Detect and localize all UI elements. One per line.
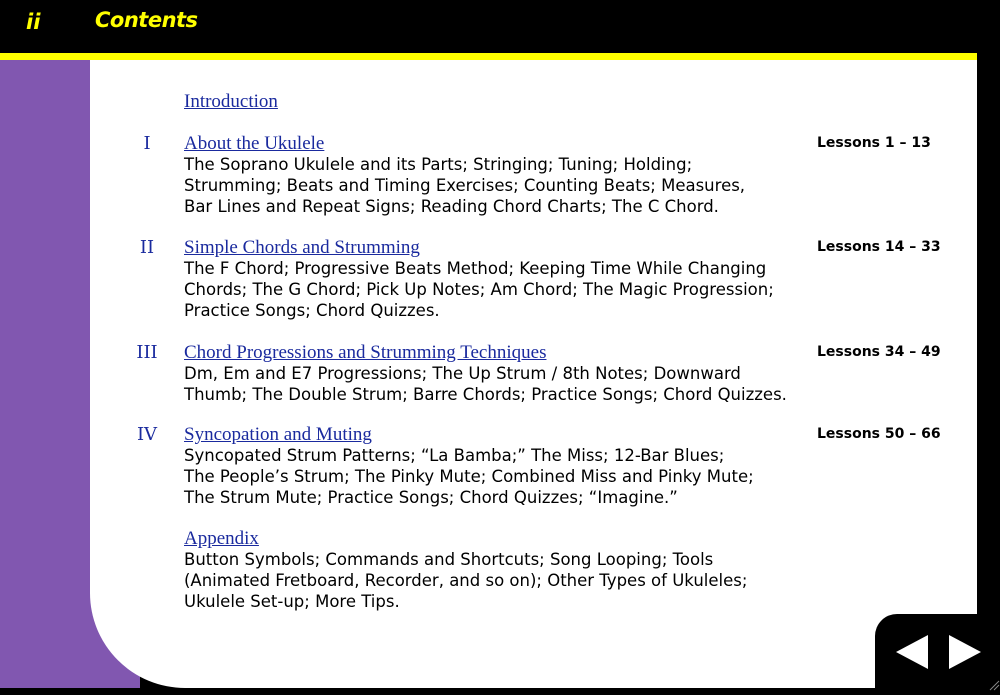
section-numeral: I — [143, 133, 151, 154]
header-divider — [0, 53, 977, 60]
toc-link-appendix[interactable]: Appendix — [184, 528, 259, 549]
description-line: The Soprano Ukulele and its Parts; Stringing; Tuning; Holding; — [184, 155, 693, 174]
header-bar — [0, 0, 1000, 53]
description-line: Syncopated Strum Patterns; “La Bamba;” The Miss; 12-Bar Blues; — [184, 446, 725, 465]
page-navigation — [875, 614, 1000, 688]
description-line: The People’s Strum; The Pinky Mute; Combined Miss and Pinky Mute; — [184, 466, 754, 486]
toc-link-about-ukulele[interactable]: About the Ukulele — [184, 133, 325, 154]
previous-page-button[interactable] — [896, 634, 930, 670]
toc-link-introduction[interactable]: Introduction — [184, 91, 278, 112]
resize-grip-icon[interactable] — [988, 676, 1000, 688]
section-description — [184, 550, 814, 612]
description-line: Dm, Em and E7 Progressions; The Up Strum / 8th Notes; Downward — [184, 364, 741, 383]
description-line: The Strum Mute; Practice Songs; Chord Quizzes; “Imagine.” — [184, 487, 678, 507]
description-line: Button Symbols; Commands and Shortcuts; Song Looping; Tools — [184, 550, 714, 569]
lesson-range: Lessons 34 – 49 — [817, 344, 941, 360]
toc-link-chord-progressions[interactable]: Chord Progressions and Strumming Techniques — [184, 342, 547, 363]
toc-link-simple-chords[interactable]: Simple Chords and Strumming — [184, 237, 420, 258]
description-line: The F Chord; Progressive Beats Method; Keeping Time While Changing — [184, 259, 767, 278]
section-numeral: IV — [136, 424, 158, 445]
description-line: Thumb; The Double Strum; Barre Chords; Practice Songs; Chord Quizzes. — [184, 384, 787, 404]
page-number: ii — [26, 10, 41, 34]
description-line: Ukulele Set-up; More Tips. — [184, 591, 400, 611]
section-description — [184, 446, 814, 508]
page-title: Contents — [95, 8, 198, 32]
description-line: Practice Songs; Chord Quizzes. — [184, 300, 440, 320]
toc-link-syncopation[interactable]: Syncopation and Muting — [184, 424, 372, 445]
section-numeral: III — [136, 342, 158, 363]
section-description — [184, 155, 814, 217]
description-line: Chords; The G Chord; Pick Up Notes; Am Chord; The Magic Progression; — [184, 279, 774, 299]
lesson-range: Lessons 14 – 33 — [817, 239, 941, 255]
section-description — [184, 259, 814, 321]
left-arrow-icon — [896, 634, 930, 670]
lesson-range: Lessons 50 – 66 — [817, 426, 941, 442]
lesson-range: Lessons 1 – 13 — [817, 135, 931, 151]
description-line: Bar Lines and Repeat Signs; Reading Chord Charts; The C Chord. — [184, 196, 719, 216]
section-description — [184, 364, 814, 406]
section-numeral: II — [139, 237, 155, 258]
description-line: Strumming; Beats and Timing Exercises; Counting Beats; Measures, — [184, 175, 746, 195]
description-line: (Animated Fretboard, Recorder, and so on); Other Types of Ukuleles; — [184, 570, 748, 590]
next-page-button[interactable] — [947, 634, 981, 670]
right-arrow-icon — [947, 634, 981, 670]
